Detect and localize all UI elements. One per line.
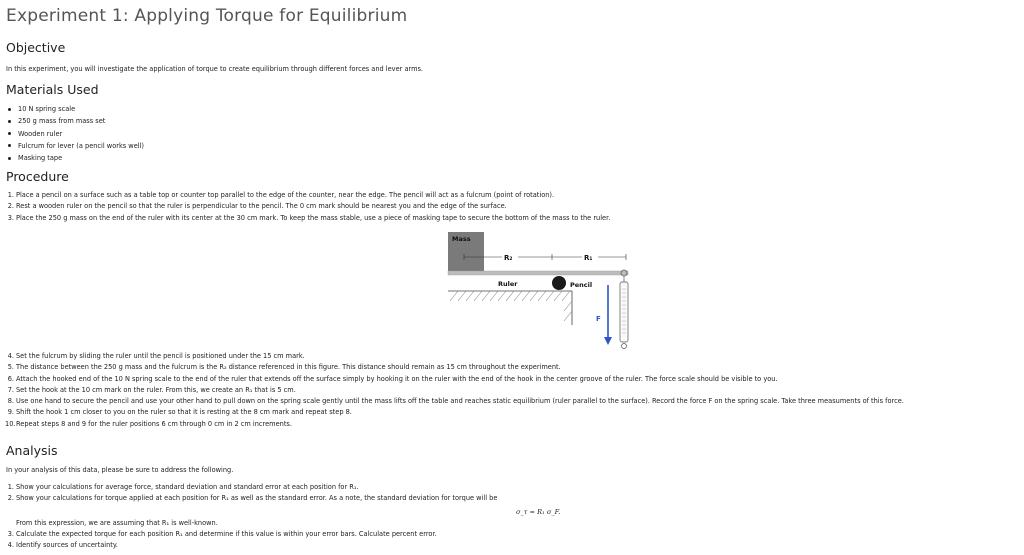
analysis-items xyxy=(6,482,497,505)
r1-label: R₁ xyxy=(584,254,593,262)
list-item: 3. Calculate the expected torque for each position R₁ and determine if this value is within your error bars. Calculate percent error. xyxy=(7,530,437,538)
list-item: 3. Place the 250 g mass on the end of the ruler with its center at the 30 cm mark. To keep the mass stable, use a piece of masking tape to secure the bottom of the mass to the ruler. xyxy=(7,213,611,222)
analysis-items-2 xyxy=(6,529,437,552)
procedure-steps-b xyxy=(6,351,904,430)
ruler xyxy=(448,271,628,275)
list-item: Fulcrum for lever (a pencil works well) xyxy=(6,140,144,152)
list-item: 9. Shift the hook 1 cm closer to you on the ruler so that it is resting at the 8 cm mark and repeat step 8. xyxy=(7,408,352,417)
analysis-note: From this expression, we are assuming that R₁ is well-known. xyxy=(16,519,218,527)
list-item: 10 N spring scale xyxy=(6,103,144,115)
list-item: 4. Identify sources of uncertainty. xyxy=(7,541,118,550)
list-item: 7. Set the hook at the 10 cm mark on the ruler. From this, we create an R₁ that is 5 cm. xyxy=(7,385,296,394)
materials-heading: Materials Used xyxy=(6,82,99,97)
ruler-label: Ruler xyxy=(498,280,518,288)
list-item: 5. The distance between the 250 g mass and the fulcrum is the R₂ distance referenced in this figure. This distance should remain as 15 cm throughout the experiment. xyxy=(7,363,561,372)
page-title: Experiment 1: Applying Torque for Equilibrium xyxy=(6,6,408,26)
list-item: 4. Set the fulcrum by sliding the ruler until the pencil is positioned under the 15 cm mark. xyxy=(7,352,305,360)
objective-text: In this experiment, you will investigate the application of torque to create equilibrium through different forces and lever arms. xyxy=(6,65,424,73)
list-item: Masking tape xyxy=(6,152,144,164)
list-item: Wooden ruler xyxy=(6,128,144,140)
procedure-heading: Procedure xyxy=(6,169,69,184)
mass-label: Mass xyxy=(452,235,471,243)
list-item: 2. Show your calculations for torque applied at each position for R₁ as well as the standard error. As a note, the standard deviation for torque will be xyxy=(7,494,498,503)
procedure-steps-a xyxy=(6,190,610,224)
pencil-fulcrum xyxy=(552,276,566,290)
analysis-heading: Analysis xyxy=(6,443,58,458)
list-item: 1. Show your calculations for average force, standard deviation and standard error at each position for R₁. xyxy=(7,483,359,491)
materials-list xyxy=(6,103,144,164)
list-item: 1. Place a pencil on a surface such as a table top or counter top parallel to the edge of the counter, near the edge. The pencil will act as a fulcrum (point of rotation). xyxy=(7,191,555,199)
list-item: 2. Rest a wooden ruler on the pencil so that the ruler is perpendicular to the pencil. The 0 cm mark should be nearest you and the edge of the surface. xyxy=(7,202,507,211)
list-item: 10. Repeat steps 8 and 9 for the ruler positions 6 cm through 0 cm in 2 cm increments. xyxy=(5,419,292,428)
torque-formula: σ_τ = R₁ σ_F. xyxy=(516,508,561,516)
list-item: 250 g mass from mass set xyxy=(6,115,144,127)
list-item: 8. Use one hand to secure the pencil and use your other hand to pull down on the spring scale gently until the mass lifts off the table and reaches static equilibrium (ruler parallel to the surface). Record the force F on the spring scale. Take three measuments of this force. xyxy=(7,397,904,406)
force-label: F xyxy=(596,315,601,323)
r2-label: R₂ xyxy=(504,254,513,262)
analysis-intro: In your analysis of this data, please be sure to address the following. xyxy=(6,466,234,474)
list-item: 6. Attach the hooked end of the 10 N spring scale to the end of the ruler that extends off the surface simply by hooking it on the ruler with the end of the hook in the center groove of the ruler. The force scale should be visible to you. xyxy=(7,374,778,383)
pencil-label: Pencil xyxy=(570,281,593,289)
objective-heading: Objective xyxy=(6,40,66,55)
lever-diagram xyxy=(442,229,642,351)
